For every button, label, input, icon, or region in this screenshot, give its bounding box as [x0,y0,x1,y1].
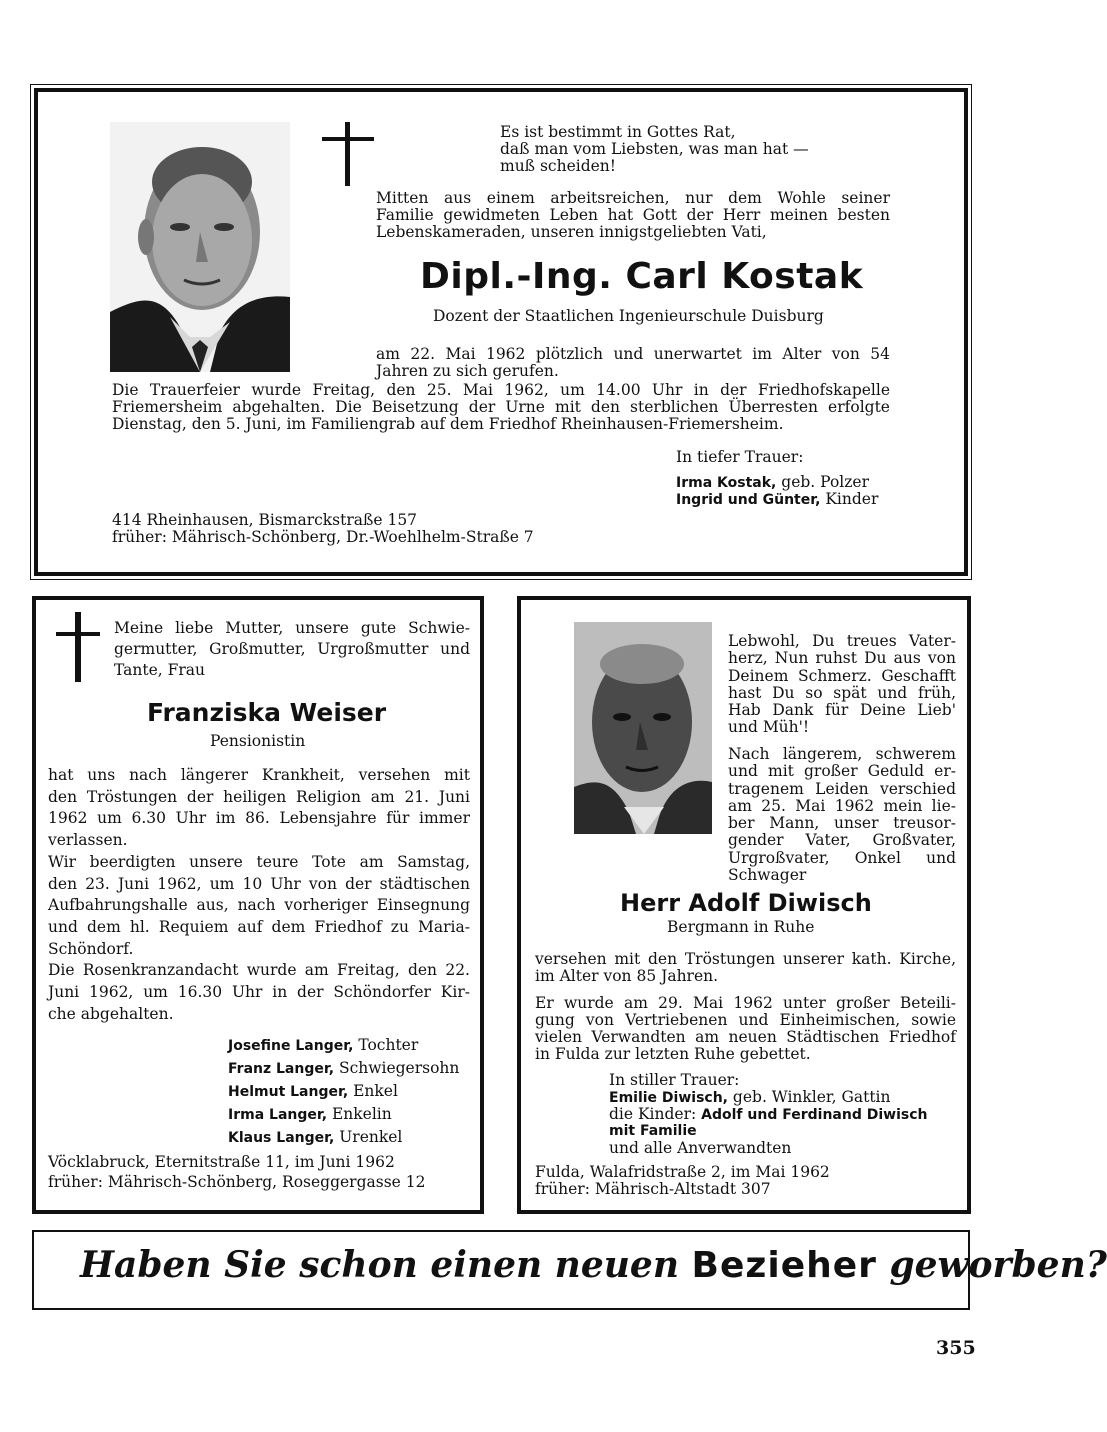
deceased-name: Franziska Weiser [147,698,387,727]
body-line: versehen mit den Tröstungen unserer kath. Kirche, [535,950,956,968]
page-number: 355 [936,1337,976,1359]
deceased-title: Pensionistin [210,732,306,750]
portrait-kostak-icon [110,122,290,372]
portrait-photo-diwisch [574,622,712,834]
body-line: Er wurde am 29. Mai 1962 unter großer Beteili- [535,994,956,1012]
mourning-label: In tiefer Trauer: [676,448,804,466]
mourner-relation: Enkelin [327,1105,392,1123]
mourner-name: Franz Langer, [228,1061,335,1077]
portrait-diwisch-icon [574,622,712,834]
body-line: Aufbahrungshalle aus, nach vorheriger Einsegnung [48,896,470,915]
mourner-line [228,1080,459,1103]
intro-line: germutter, Großmutter, Urgroßmutter und [114,640,470,658]
cross-icon [56,612,100,682]
mourner-line [676,491,878,509]
mourner-line [609,1106,927,1124]
body-line: Wir beerdigten unsere teure Tote am Samstag, [48,852,470,871]
cross-icon [322,122,374,186]
mourner-relation: die Kinder: [609,1105,702,1123]
funeral-line: Friemersheim abgehalten. Die Beisetzung der Urne mit den sterblichen Überresten erfolgte [112,398,890,416]
slogan-part: Haben Sie schon einen neuen [80,1244,692,1286]
mourner-name: Irma Langer, [228,1107,328,1123]
mourner-line: und alle Anverwandten [609,1139,792,1157]
funeral-line: Die Trauerfeier wurde Freitag, den 25. Mai 1962, um 14.00 Uhr in der Friedhofskapelle [112,381,890,399]
mourner-name: Ingrid und Günter, [676,492,821,508]
death-line: Urgroßvater, Onkel und [728,848,956,867]
body-line: Die Rosenkranzandacht wurde am Freitag, den 22. [48,961,470,980]
mourner-name: Josefine Langer, [228,1038,354,1054]
verse-line: hast Du so spät und früh, [728,683,956,702]
body-line: che abgehalten. [48,1004,174,1023]
body-line: in Fulda zur letzten Ruhe gebettet. [535,1045,811,1063]
mourner-list [228,1034,459,1149]
body-line: den Tröstungen der heiligen Religion am 21. Juni [48,787,470,806]
intro-line: Familie gewidmeten Leben hat Gott der Herr meinen besten [376,206,890,224]
body-line: gung von Vertriebenen und Einheimischen, sowie [535,1011,956,1029]
body-line: vielen Verwandten am neuen Städtischen Friedhof [535,1028,956,1046]
death-line: Nach längerem, schwerem [728,745,956,763]
verse-line: Hab Dank für Deine Lieb' [728,701,956,720]
mourner-relation: Schwiegersohn [334,1059,460,1077]
deceased-title: Dozent der Staatlichen Ingenieurschule Duisburg [433,307,824,325]
death-line: Jahren zu sich gerufen. [376,362,559,380]
portrait-photo-kostak [110,122,290,372]
verse-line: Lebwohl, Du treues Vater- [728,632,956,650]
mourner-relation: geb. Polzer [776,473,869,491]
mourner-name: Adolf und Ferdinand Diwisch [701,1107,928,1123]
slogan-part: geworben? [876,1244,1107,1286]
mourner-name: Irma Kostak, [676,475,777,491]
body-line: verlassen. [48,831,128,850]
mourner-line [228,1126,459,1149]
intro-line: Tante, Frau [114,661,206,679]
death-line: am 22. Mai 1962 plötzlich und unerwartet im Alter von 54 [376,345,890,363]
body-line: Juni 1962, um 16.30 Uhr in der Schöndorfer Kir- [48,983,470,1002]
address-line: Fulda, Walafridstraße 2, im Mai 1962 [535,1163,830,1181]
verse-line: Deinem Schmerz. Geschafft [728,666,956,685]
body-line: im Alter von 85 Jahren. [535,967,719,985]
verse-line: muß scheiden! [500,157,617,175]
body-line: und dem hl. Requiem auf dem Friedhof zu Maria- [48,917,470,936]
verse-line: herz, Nun ruhst Du aus von [728,649,956,668]
death-line: und mit großer Geduld er- [728,762,956,781]
death-line: am 25. Mai 1962 mein lie- [728,796,956,815]
body-line: den 23. Juni 1962, um 10 Uhr von der städtischen [48,874,470,893]
intro-line: Mitten aus einem arbeitsreichen, nur dem Wohle seiner [376,189,890,207]
verse-line: Es ist bestimmt in Gottes Rat, [500,123,736,141]
verse-block [728,633,956,737]
intro-line: Lebenskameraden, unseren innigstgeliebten Vati, [376,223,767,241]
address-line: 414 Rheinhausen, Bismarckstraße 157 [112,511,418,529]
death-block [728,746,956,884]
mourner-relation: Tochter [353,1036,419,1054]
funeral-line: Dienstag, den 5. Juni, im Familiengrab auf dem Friedhof Rheinhausen-Friemersheim. [112,415,784,433]
mourner-relation: Kinder [820,490,879,508]
verse-line: und Müh'! [728,718,810,737]
mourner-name: mit Familie [609,1123,697,1139]
body-line: hat uns nach längerer Krankheit, versehen mit [48,766,470,784]
mourner-relation: Urenkel [334,1128,403,1146]
deceased-name: Herr Adolf Diwisch [620,889,872,917]
mourner-name: Emilie Diwisch, [609,1090,728,1106]
death-line: Schwager [728,866,807,885]
verse-line: daß man vom Liebsten, was man hat — [500,140,809,158]
mourning-label: In stiller Trauer: [609,1071,740,1089]
mourner-line [228,1057,459,1080]
death-line: tragenem Leiden verschied [728,779,956,798]
address-line: früher: Mährisch-Schönberg, Roseggergasse 12 [48,1173,426,1191]
body-line: Schöndorf. [48,939,134,958]
deceased-title: Bergmann in Ruhe [667,918,815,936]
subscriber-slogan [80,1244,1107,1286]
mourner-name: Helmut Langer, [228,1084,349,1100]
address-line: Vöcklabruck, Eternitstraße 11, im Juni 1962 [48,1153,395,1171]
death-line: ber Mann, unser treusor- [728,814,956,833]
address-line: früher: Mährisch-Altstadt 307 [535,1180,771,1198]
mourner-line [228,1103,459,1126]
body-line: 1962 um 6.30 Uhr im 86. Lebensjahre für immer [48,809,470,828]
address-line: früher: Mährisch-Schönberg, Dr.-Woehlhelm-Straße 7 [112,528,534,546]
mourner-relation: Enkel [348,1082,398,1100]
mourner-name: Klaus Langer, [228,1130,335,1146]
death-line: gender Vater, Großvater, [728,831,956,850]
deceased-name: Dipl.-Ing. Carl Kostak [420,256,864,297]
intro-line: Meine liebe Mutter, unsere gute Schwie- [114,619,470,637]
mourner-line [228,1034,459,1057]
slogan-bold: Bezieher [691,1245,877,1286]
mourner-relation: geb. Winkler, Gattin [728,1088,891,1106]
body-text [48,765,470,1025]
